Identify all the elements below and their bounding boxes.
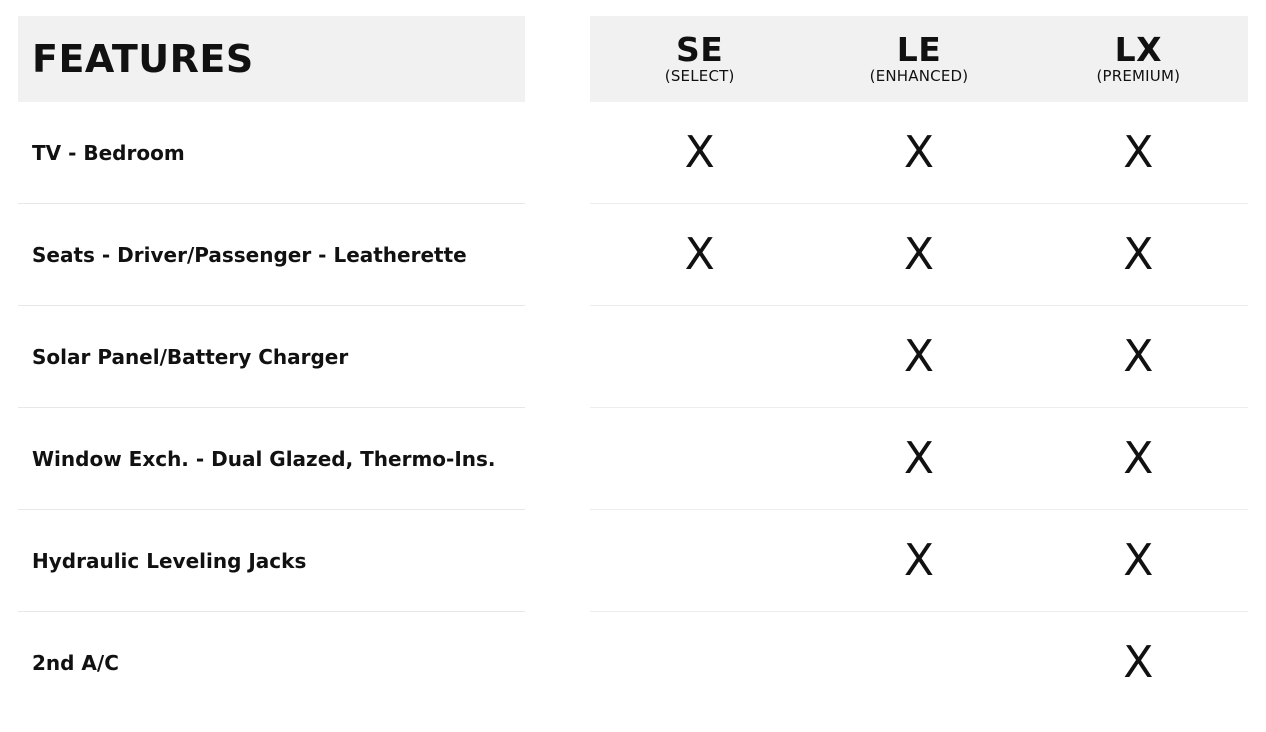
feature-label: Solar Panel/Battery Charger	[32, 344, 349, 369]
feature-label: Seats - Driver/Passenger - Leatherette	[32, 242, 467, 267]
table-row	[18, 306, 1248, 408]
feature-label-cell	[18, 102, 525, 204]
mark-se: X	[684, 126, 715, 178]
row-spacer	[525, 306, 590, 408]
marks-cell	[590, 408, 1248, 510]
trim-code-le: LE	[896, 29, 942, 69]
marks-cell	[590, 102, 1248, 204]
mark-le: X	[903, 126, 935, 178]
mark-lx: X	[1123, 432, 1154, 484]
mark-le: X	[903, 534, 935, 586]
mark-se	[590, 335, 809, 379]
trim-code-se: SE	[676, 29, 724, 69]
features-header-label: FEATURES	[32, 37, 254, 81]
mark-lx: X	[1123, 126, 1154, 178]
mark-le: X	[903, 432, 935, 484]
row-spacer	[525, 612, 590, 714]
table-row	[18, 510, 1248, 612]
mark-lx: X	[1123, 534, 1154, 586]
feature-label: TV - Bedroom	[32, 140, 185, 165]
marks-cell	[590, 612, 1248, 714]
table-row	[18, 612, 1248, 714]
feature-label: 2nd A/C	[32, 651, 119, 675]
mark-se: X	[684, 228, 715, 280]
table-body	[0, 102, 1266, 714]
trim-name-lx: (PREMIUM)	[1096, 67, 1181, 86]
table-row	[18, 102, 1248, 204]
mark-lx: X	[1123, 637, 1154, 688]
row-spacer	[525, 408, 590, 510]
feature-label: Window Exch. - Dual Glazed, Thermo-Ins.	[32, 446, 496, 471]
table-row	[18, 408, 1248, 510]
marks-cell	[590, 204, 1248, 306]
mark-le: X	[903, 330, 935, 382]
mark-se	[590, 641, 809, 685]
mark-lx: X	[1123, 228, 1154, 280]
feature-label-cell	[18, 306, 525, 408]
trim-header-le	[809, 29, 1028, 86]
table-header-row	[0, 16, 1266, 102]
trim-header-lx	[1029, 29, 1248, 86]
feature-label-cell	[18, 204, 525, 306]
mark-se	[590, 437, 809, 481]
row-spacer	[525, 510, 590, 612]
feature-comparison-table	[0, 16, 1266, 732]
mark-le: X	[903, 228, 935, 280]
trim-header-se	[590, 29, 809, 86]
features-column-header	[18, 16, 525, 102]
trim-code-lx: LX	[1114, 29, 1163, 69]
trim-name-se: (SELECT)	[664, 67, 735, 86]
row-spacer	[525, 102, 590, 204]
header-spacer	[525, 16, 590, 102]
trim-columns-header	[590, 16, 1248, 102]
feature-label: Hydraulic Leveling Jacks	[32, 548, 307, 573]
mark-lx: X	[1123, 330, 1154, 382]
feature-label-cell	[18, 510, 525, 612]
feature-label-cell	[18, 612, 525, 714]
marks-cell	[590, 306, 1248, 408]
trim-name-le: (ENHANCED)	[869, 67, 969, 86]
mark-se	[590, 539, 809, 583]
marks-cell	[590, 510, 1248, 612]
mark-le	[809, 641, 1028, 685]
feature-label-cell	[18, 408, 525, 510]
table-row	[18, 204, 1248, 306]
row-spacer	[525, 204, 590, 306]
